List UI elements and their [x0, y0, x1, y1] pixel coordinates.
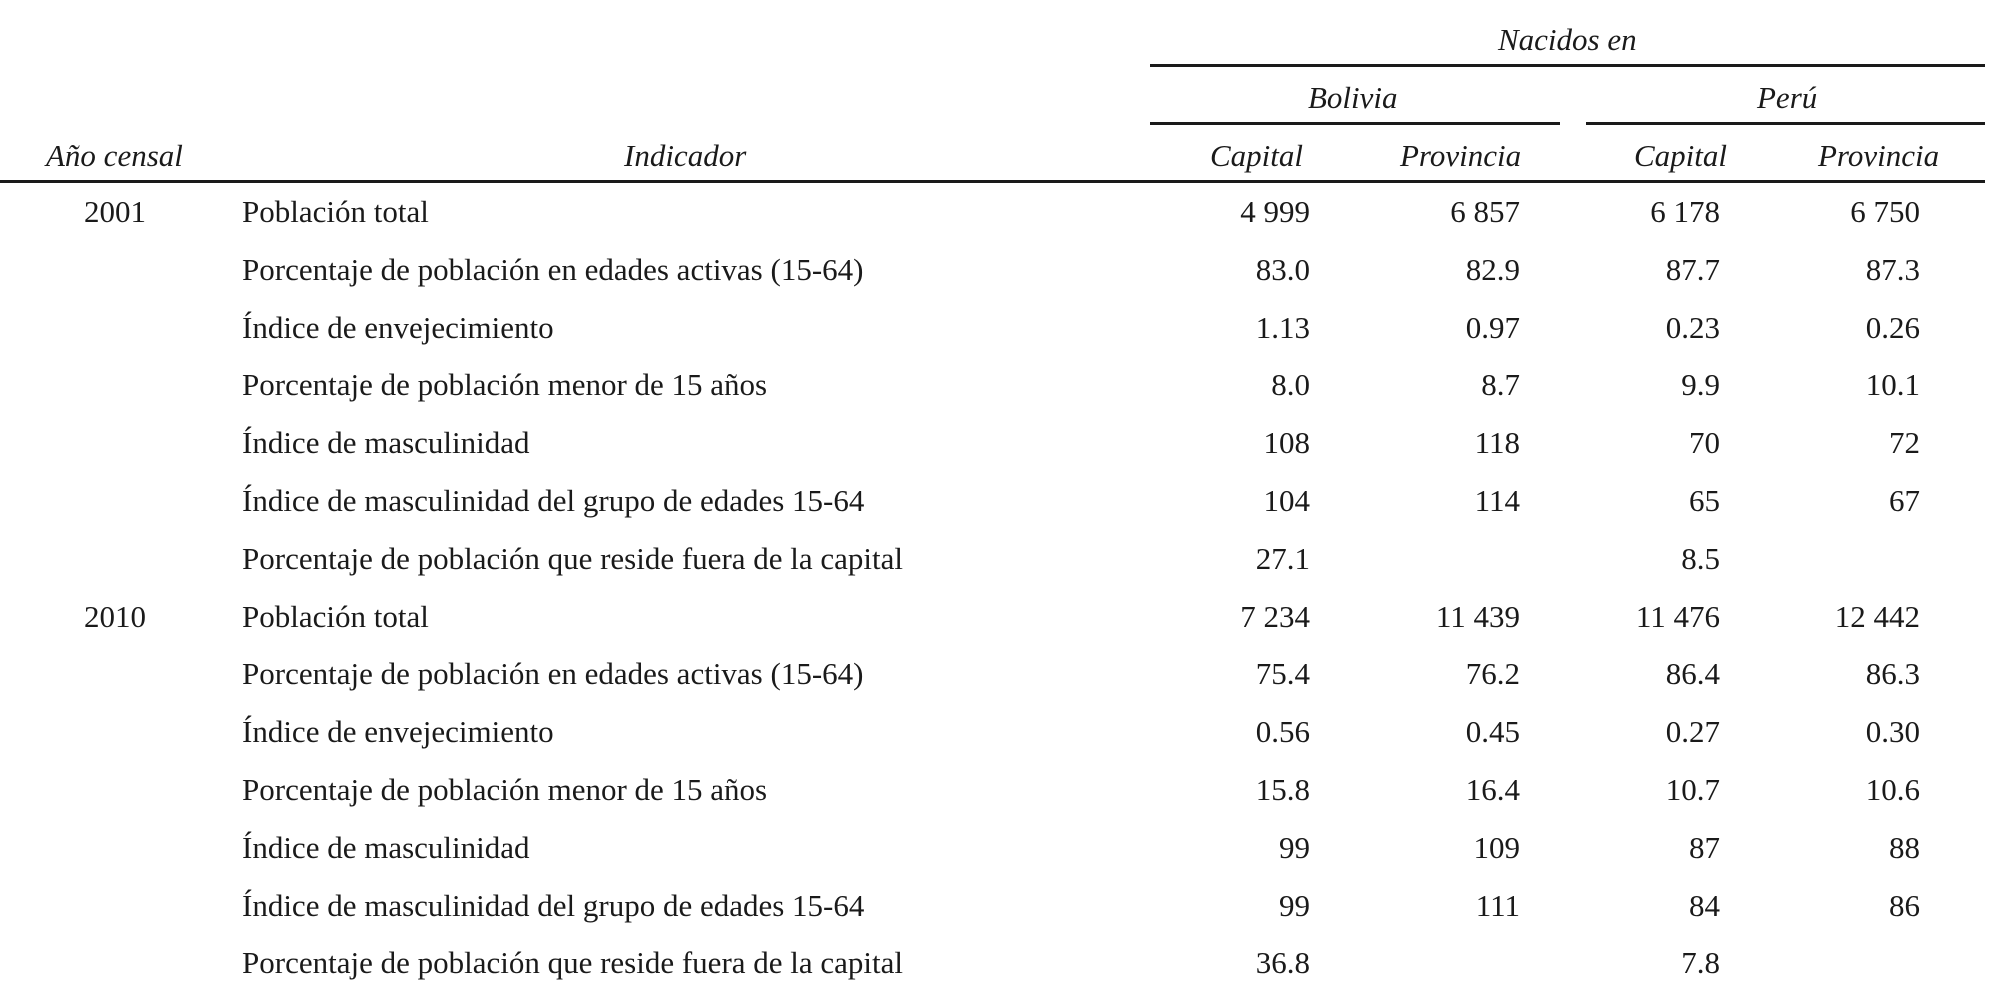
cell-peru-capital: 0.23 [1665, 309, 1720, 345]
cell-indicator: Población total [242, 194, 429, 229]
rule-nacidos-en [1150, 64, 1985, 67]
cell-peru-provincia: 10.1 [1865, 367, 1920, 403]
cell-peru-capital: 9.9 [1681, 367, 1720, 403]
table-row [0, 877, 1995, 935]
cell-bolivia-capital: 7 234 [1240, 598, 1310, 634]
cell-peru-provincia: 67 [1889, 483, 1920, 518]
cell-peru-capital: 84 [1689, 887, 1720, 923]
cell-peru-provincia: 88 [1889, 829, 1920, 865]
cell-peru-capital: 65 [1689, 483, 1720, 518]
cell-indicator: Porcentaje de población que reside fuera de la capital [242, 540, 904, 576]
column-header-bolivia-provincia: Provincia [1400, 138, 1522, 173]
cell-year: 2010 [84, 598, 146, 634]
cell-indicator: Índice de masculinidad [242, 829, 530, 865]
cell-peru-capital: 7.8 [1681, 945, 1720, 981]
cell-bolivia-capital: 99 [1279, 829, 1310, 865]
country-header-peru: Perú [1757, 80, 1818, 115]
table-row [0, 588, 1995, 646]
cell-peru-provincia: 72 [1889, 425, 1920, 461]
cell-bolivia-provincia: 6 857 [1450, 194, 1520, 229]
cell-peru-capital: 11 476 [1635, 598, 1720, 634]
cell-peru-capital: 0.27 [1665, 714, 1720, 750]
rule-peru [1586, 122, 1985, 125]
cell-indicator: Índice de masculinidad del grupo de edades 15-64 [242, 887, 865, 923]
cell-year: 2001 [84, 194, 146, 229]
cell-peru-provincia: 12 442 [1834, 598, 1920, 634]
cell-indicator: Porcentaje de población menor de 15 años [242, 367, 768, 403]
cell-bolivia-provincia: 8.7 [1481, 367, 1520, 403]
cell-bolivia-provincia: 11 439 [1435, 598, 1520, 634]
table-row [0, 472, 1995, 530]
cell-peru-capital: 6 178 [1650, 194, 1720, 229]
cell-indicator: Porcentaje de población en edades activas (15-64) [242, 656, 864, 692]
column-header-indicador: Indicador [624, 138, 747, 173]
cell-peru-capital: 10.7 [1665, 772, 1720, 807]
group-header-nacidos-en: Nacidos en [1498, 22, 1637, 57]
cell-peru-capital: 87.7 [1665, 251, 1720, 287]
cell-indicator: Porcentaje de población en edades activas (15-64) [242, 251, 864, 287]
cell-peru-capital: 70 [1689, 425, 1720, 461]
table-row [0, 241, 1995, 299]
cell-indicator: Índice de masculinidad del grupo de edades 15-64 [242, 483, 865, 518]
cell-bolivia-capital: 8.0 [1271, 367, 1310, 403]
cell-peru-provincia: 87.3 [1865, 251, 1920, 287]
cell-bolivia-capital: 27.1 [1255, 540, 1310, 576]
cell-bolivia-capital: 99 [1279, 887, 1310, 923]
cell-peru-capital: 87 [1689, 829, 1720, 865]
table-row [0, 530, 1995, 588]
cell-bolivia-provincia: 118 [1474, 425, 1520, 461]
column-header-bolivia-capital: Capital [1210, 138, 1304, 173]
table-row [0, 934, 1995, 992]
cell-bolivia-capital: 4 999 [1240, 194, 1310, 229]
cell-bolivia-provincia: 82.9 [1465, 251, 1520, 287]
cell-bolivia-capital: 1.13 [1255, 309, 1310, 345]
cell-indicator: Índice de envejecimiento [242, 309, 554, 345]
cell-bolivia-capital: 83.0 [1255, 251, 1310, 287]
cell-indicator: Porcentaje de población que reside fuera de la capital [242, 945, 904, 981]
table-row [0, 761, 1995, 819]
cell-indicator: Población total [242, 598, 429, 634]
cell-peru-provincia: 6 750 [1850, 194, 1920, 229]
table-row [0, 645, 1995, 703]
cell-peru-provincia: 10.6 [1865, 772, 1920, 807]
cell-peru-provincia: 0.26 [1865, 309, 1920, 345]
cell-bolivia-capital: 75.4 [1255, 656, 1310, 692]
column-header-peru-provincia: Provincia [1818, 138, 1940, 173]
cell-indicator: Porcentaje de población menor de 15 años [242, 772, 768, 807]
cell-indicator: Índice de envejecimiento [242, 714, 554, 750]
cell-bolivia-capital: 36.8 [1255, 945, 1310, 981]
column-header-peru-capital: Capital [1634, 138, 1728, 173]
rule-bolivia [1150, 122, 1560, 125]
table-row [0, 819, 1995, 877]
cell-bolivia-provincia: 0.45 [1465, 714, 1520, 750]
cell-peru-provincia: 86.3 [1865, 656, 1920, 692]
cell-bolivia-provincia: 111 [1475, 887, 1520, 923]
cell-indicator: Índice de masculinidad [242, 425, 530, 461]
cell-peru-capital: 86.4 [1665, 656, 1720, 692]
country-header-bolivia: Bolivia [1308, 80, 1398, 115]
column-header-ano-censal: Año censal [46, 138, 183, 173]
cell-bolivia-capital: 104 [1263, 483, 1310, 518]
table-row [0, 703, 1995, 761]
cell-bolivia-provincia: 114 [1474, 483, 1520, 518]
cell-peru-provincia: 0.30 [1865, 714, 1920, 750]
cell-bolivia-capital: 108 [1263, 425, 1310, 461]
cell-peru-capital: 8.5 [1681, 540, 1720, 576]
table-row [0, 356, 1995, 414]
table-row [0, 299, 1995, 357]
cell-bolivia-provincia: 0.97 [1465, 309, 1520, 345]
table-row [0, 414, 1995, 472]
cell-bolivia-provincia: 16.4 [1465, 772, 1520, 807]
cell-bolivia-provincia: 76.2 [1465, 656, 1520, 692]
table-row [0, 183, 1995, 241]
cell-bolivia-capital: 0.56 [1255, 714, 1310, 750]
cell-bolivia-capital: 15.8 [1255, 772, 1310, 807]
cell-peru-provincia: 86 [1889, 887, 1920, 923]
cell-bolivia-provincia: 109 [1473, 829, 1520, 865]
